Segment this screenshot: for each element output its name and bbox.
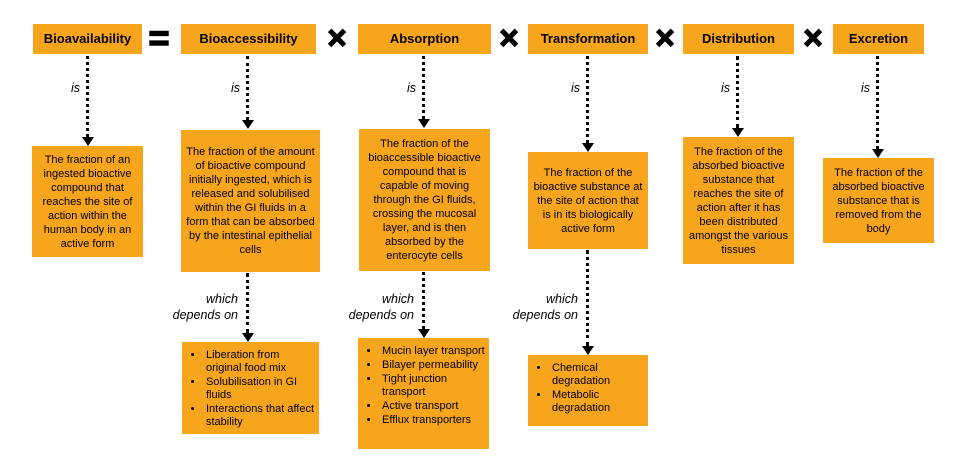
header-excretion: Excretion (833, 24, 924, 54)
depends-item: • Active transport (380, 400, 485, 413)
connector-label-is: is (70, 81, 80, 95)
definition-bioavailability: The fraction of an ingested bioactive compound that reaches the site of action within the human body in an active form (32, 146, 143, 257)
arrowhead-icon (82, 137, 94, 146)
depends-list-bioaccessibility (182, 342, 319, 434)
depends-label: which depends on (172, 292, 238, 322)
equals-operator: = (148, 17, 170, 58)
arrow-down-icon (736, 56, 739, 128)
connector-label-is: is (860, 81, 870, 95)
definition-bioaccessibility: The fraction of the amount of bioactive compound initially ingested, which is released and solubilised within the GI fluids in a form that can be absorbed by the intestinal epithelial cells (181, 130, 320, 272)
times-operator-3: × (655, 19, 675, 56)
header-distribution: Distribution (683, 24, 794, 54)
depends-item: • Tight junction transport (380, 373, 485, 399)
connector-label-is: is (720, 81, 730, 95)
depends-label: which depends on (348, 292, 414, 322)
depends-label: which depends on (512, 292, 578, 322)
connector-label-is: is (570, 81, 580, 95)
arrow-down-icon (246, 273, 249, 333)
arrow-down-icon (246, 56, 249, 120)
arrowhead-icon (242, 333, 254, 342)
depends-item: • Bilayer permeability (380, 359, 485, 372)
arrow-down-icon (86, 56, 89, 137)
times-operator-4: × (803, 19, 823, 56)
times-operator-1: × (327, 19, 347, 56)
depends-item: • Efflux transporters (380, 414, 485, 427)
arrowhead-icon (732, 128, 744, 137)
definition-excretion: The fraction of the absorbed bioactive substance that is removed from the body (823, 158, 934, 243)
header-absorption: Absorption (358, 24, 491, 54)
times-operator-2: × (499, 19, 519, 56)
arrow-down-icon (422, 56, 425, 119)
depends-list-absorption (358, 338, 489, 449)
header-transformation: Transformation (528, 24, 648, 54)
header-bioaccessibility: Bioaccessibility (181, 24, 316, 54)
definition-absorption: The fraction of the bioaccessible bioactive compound that is capable of moving through the GI fluids, crossing the mucosal layer, and is then absorbed by the enterocyte cells (359, 129, 490, 271)
depends-list-transformation (528, 355, 648, 426)
depends-item: • Interactions that affect stability (204, 403, 315, 429)
arrow-down-icon (586, 56, 589, 143)
depends-item: • Solubilisation in GI fluids (204, 376, 315, 402)
arrowhead-icon (582, 346, 594, 355)
arrowhead-icon (242, 120, 254, 129)
arrow-down-icon (876, 56, 879, 149)
depends-item: • Liberation from original food mix (204, 349, 315, 375)
header-bioavailability: Bioavailability (33, 24, 142, 54)
arrow-down-icon (586, 250, 589, 346)
arrowhead-icon (418, 119, 430, 128)
arrow-down-icon (422, 272, 425, 329)
arrowhead-icon (872, 149, 884, 158)
depends-item: • Chemical degradation (550, 362, 644, 388)
connector-label-is: is (406, 81, 416, 95)
definition-distribution: The fraction of the absorbed bioactive substance that reaches the site of action after it has been distributed amongst the various tissues (683, 137, 794, 264)
depends-item: • Metabolic degradation (550, 389, 644, 415)
arrowhead-icon (418, 329, 430, 338)
definition-transformation: The fraction of the bioactive substance at the site of action that is in its biologically active form (528, 152, 648, 249)
arrowhead-icon (582, 143, 594, 152)
connector-label-is: is (230, 81, 240, 95)
depends-item: • Mucin layer transport (380, 345, 485, 358)
